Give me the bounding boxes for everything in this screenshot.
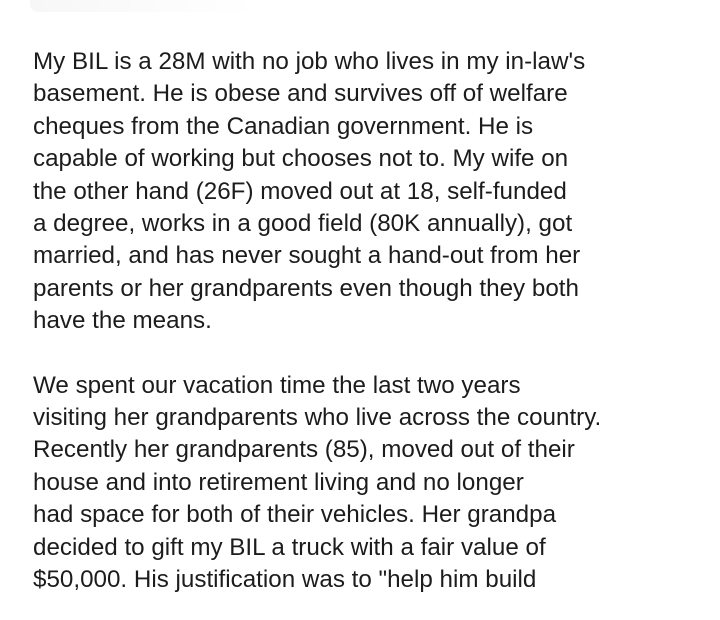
text-line: We spent our vacation time the last two years	[33, 371, 521, 399]
paragraph-1	[33, 46, 703, 338]
text-line: $50,000. His justification was to "help him build	[33, 566, 537, 594]
paragraph-2	[33, 370, 703, 597]
text-line: parents or her grandparents even though they both	[33, 274, 579, 302]
text-line: Recently her grandparents (85), moved out of their	[33, 436, 575, 464]
text-line: basement. He is obese and survives off of welfare	[33, 80, 568, 108]
text-line: capable of working but chooses not to. My wife on	[33, 145, 569, 173]
text-line: visiting her grandparents who live across the country.	[33, 404, 602, 432]
text-line: cheques from the Canadian government. He is	[33, 112, 534, 140]
text-line: My BIL is a 28M with no job who lives in my in-law's	[33, 48, 586, 75]
text-line: a degree, works in a good field (80K annually), got	[33, 210, 573, 238]
text-line: decided to gift my BIL a truck with a fair value of	[33, 533, 546, 561]
text-line: married, and has never sought a hand-out from her	[33, 242, 581, 270]
text-line: had space for both of their vehicles. Her grandpa	[33, 501, 557, 529]
text-line: house and into retirement living and no longer	[33, 468, 524, 496]
cropped-top-element	[30, 0, 260, 12]
text-line: have the means.	[33, 307, 212, 335]
post-body	[33, 46, 703, 597]
paragraph-gap	[33, 338, 703, 370]
text-line: the other hand (26F) moved out at 18, self-funded	[33, 177, 567, 205]
